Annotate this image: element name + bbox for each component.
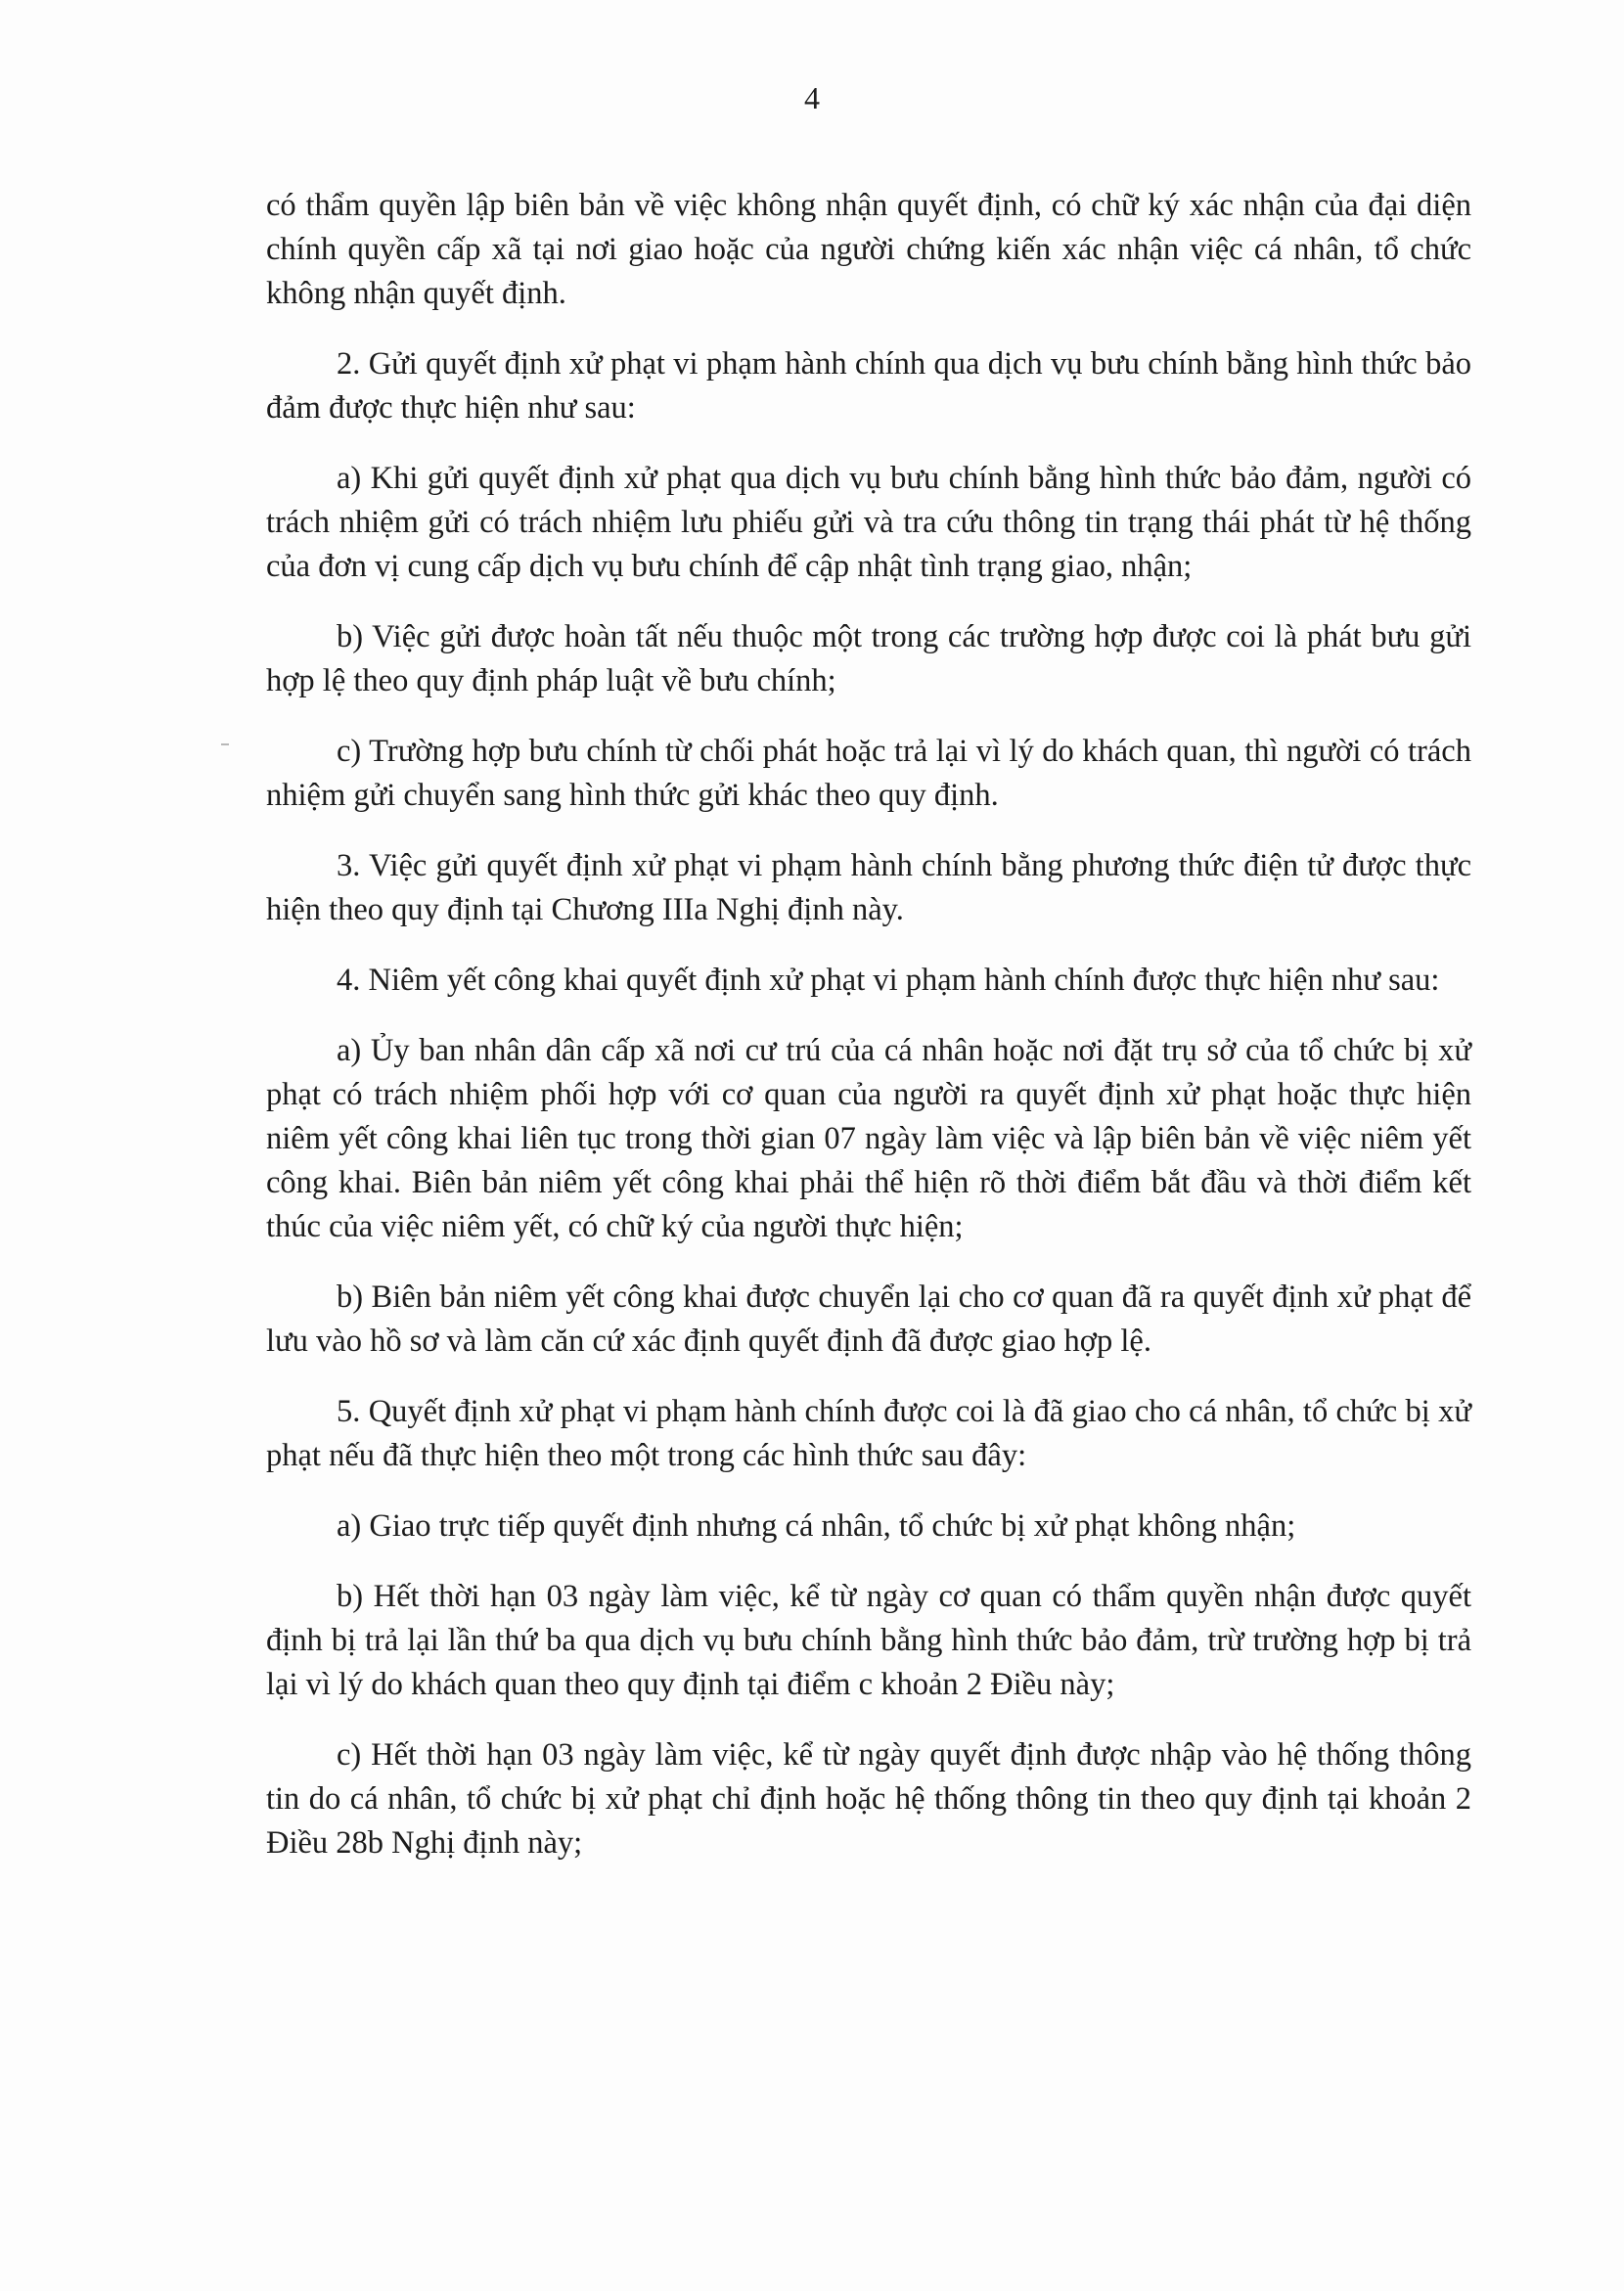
paragraph-clause-2c: c) Trường hợp bưu chính từ chối phát hoặc trả lại vì lý do khách quan, thì người có trách nhiệm gửi chuyển sang hình thức gửi khác theo quy định. xyxy=(266,734,1471,813)
scan-speck xyxy=(221,743,229,745)
paragraph-clause-5c: c) Hết thời hạn 03 ngày làm việc, kể từ ngày quyết định được nhập vào hệ thống thông tin do cá nhân, tổ chức bị xử phạt chỉ định hoặc hệ thống thông tin theo quy định tại khoản 2 Điều 28b Nghị định này; xyxy=(266,1737,1471,1861)
paragraph-clause-4b: b) Biên bản niêm yết công khai được chuyển lại cho cơ quan đã ra quyết định xử phạt để lưu vào hồ sơ và làm căn cứ xác định quyết định đã được giao hợp lệ. xyxy=(266,1280,1471,1359)
paragraph-clause-3: 3. Việc gửi quyết định xử phạt vi phạm hành chính bằng phương thức điện tử được thực hiện theo quy định tại Chương IIIa Nghị định này. xyxy=(266,848,1471,927)
paragraph-clause-2a: a) Khi gửi quyết định xử phạt qua dịch vụ bưu chính bằng hình thức bảo đảm, người có trách nhiệm gửi có trách nhiệm lưu phiếu gửi và tra cứu thông tin trạng thái phát từ hệ thống của đơn vị cung cấp dịch vụ bưu chính để cập nhật tình trạng giao, nhận; xyxy=(266,461,1471,584)
paragraph-clause-5b: b) Hết thời hạn 03 ngày làm việc, kể từ ngày cơ quan có thẩm quyền nhận được quyết định bị trả lại lần thứ ba qua dịch vụ bưu chính bằng hình thức bảo đảm, trừ trường hợp bị trả lại vì lý do khách quan theo quy định tại điểm c khoản 2 Điều này; xyxy=(266,1579,1471,1702)
document-body xyxy=(266,184,1471,1892)
paragraph-clause-2b: b) Việc gửi được hoàn tất nếu thuộc một trong các trường hợp được coi là phát bưu gửi hợp lệ theo quy định pháp luật về bưu chính; xyxy=(266,619,1471,698)
paragraph-clause-2: 2. Gửi quyết định xử phạt vi phạm hành chính qua dịch vụ bưu chính bằng hình thức bảo đảm được thực hiện như sau: xyxy=(266,346,1471,426)
paragraph-clause-4: 4. Niêm yết công khai quyết định xử phạt vi phạm hành chính được thực hiện như sau: xyxy=(337,963,1440,998)
paragraph-clause-5: 5. Quyết định xử phạt vi phạm hành chính được coi là đã giao cho cá nhân, tổ chức bị xử phạt nếu đã thực hiện theo một trong các hình thức sau đây: xyxy=(266,1394,1471,1473)
page-number: 4 xyxy=(804,80,820,115)
paragraph-clause-4a: a) Ủy ban nhân dân cấp xã nơi cư trú của cá nhân hoặc nơi đặt trụ sở của tổ chức bị xử phạt có trách nhiệm phối hợp với cơ quan của người ra quyết định xử phạt hoặc thực hiện niêm yết công khai liên tục trong thời gian 07 ngày làm việc và lập biên bản về việc niêm yết công khai. Biên bản niêm yết công khai phải thể hiện rõ thời điểm bắt đầu và thời điểm kết thúc của việc niêm yết, có chữ ký của người thực hiện; xyxy=(266,1033,1471,1244)
paragraph-continuation: có thẩm quyền lập biên bản về việc không nhận quyết định, có chữ ký xác nhận của đại diện chính quyền cấp xã tại nơi giao hoặc của người chứng kiến xác nhận việc cá nhân, tổ chức không nhận quyết định. xyxy=(266,188,1471,311)
paragraph-clause-5a: a) Giao trực tiếp quyết định nhưng cá nhân, tổ chức bị xử phạt không nhận; xyxy=(337,1508,1296,1544)
